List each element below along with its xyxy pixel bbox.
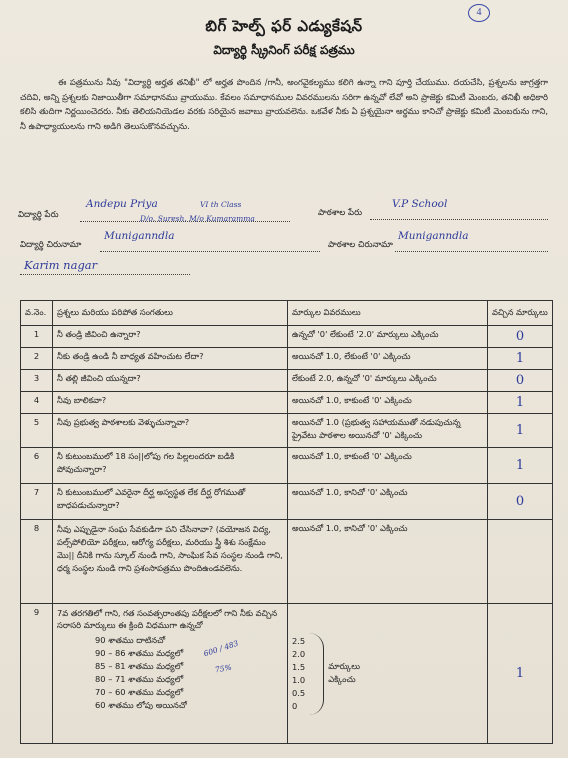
row-marks-obtained: 1 xyxy=(488,604,553,744)
page-number-mark: 4 xyxy=(468,4,490,22)
row-question: నీ కుటుంబములో ఎవరైనా దీర్ఘ అస్వస్థత లేక దీర్ఘ రోగముతో బాధపడుచున్నారా? xyxy=(53,484,288,520)
range-item: 85 – 81 శాతము మధ్యలో xyxy=(95,661,184,671)
points-item: 1.5 xyxy=(292,661,306,672)
row9-percentage-ranges xyxy=(57,634,283,712)
header-serial-no: వ.నెం. xyxy=(21,301,53,326)
student-address-label: విద్యార్థి చిరునామా xyxy=(20,240,82,250)
header-marks-details: మార్కుల వివరములు xyxy=(288,301,488,326)
points-item: 2.5 xyxy=(292,635,306,646)
points-item: 2.0 xyxy=(292,648,306,659)
row-marks-detail: అయినచో 1.0, కానిచో '0' ఎక్కించు xyxy=(288,484,488,520)
row-marks-obtained: 1 xyxy=(488,414,553,448)
row-marks-obtained: 0 xyxy=(488,326,553,348)
row-number: 5 xyxy=(21,414,53,448)
row-question: నీవు బాలికవా? xyxy=(53,392,288,414)
table-row xyxy=(21,348,553,370)
row9-points-list xyxy=(292,635,305,713)
row-question: నీవు ప్రభుత్వ పాఠశాలకు వెళ్ళుచున్నావా? xyxy=(53,414,288,448)
row-question xyxy=(53,604,288,744)
student-parent-value: D/o. Suresh, M/o Kumaramma xyxy=(140,214,255,223)
row-question: నీవు ఎప్పుడైనా సంఘ సేవకుడిగా పని చేసినావా? (వయోజన విద్య, పల్స్‌పోలియో పరీక్షలు, ఆరోగ్య పరీక్షలు, మరియు స్త్రీ శిశు సంక్షేమం మొ|| దీనికి గాను స్కూల్ నుండి గాని, సాంఘిక సేవ సంస్థల నుండి గాని, ధర్మ సంస్థల నుండి గాని ప్రశంసాపత్రము పొందిఉండవలెను. xyxy=(53,520,288,604)
row-marks-detail xyxy=(288,604,488,744)
table-row xyxy=(21,484,553,520)
handwritten-marks-note: 600 / 483 xyxy=(202,638,240,659)
screening-questions-table xyxy=(20,300,553,744)
row-marks-obtained: 0 xyxy=(488,370,553,392)
row-marks-detail: అయినచో 1.0, కానిచో '0' ఎక్కించు xyxy=(288,520,488,604)
row-marks-obtained: 1 xyxy=(488,348,553,370)
table-row xyxy=(21,520,553,604)
row-number: 7 xyxy=(21,484,53,520)
row9-question-text: 7వ తరగతిలో గాని, గత సంవత్సరాంతపు పరీక్షలలో గాని నీకు వచ్చిన సరాసరి మార్కులు ఈ క్రింది విధముగా ఉన్నచో xyxy=(57,608,278,630)
row-question: నీ కుటుంబములో 18 సం||లోపు గల పిల్లలందరూ బడికి పోవుచున్నారా? xyxy=(53,448,288,484)
table-row xyxy=(21,326,553,348)
student-address-value: Muniganndla xyxy=(104,230,175,242)
row-marks-obtained xyxy=(488,520,553,604)
row-number: 3 xyxy=(21,370,53,392)
school-name-label: పాఠశాల పేరు xyxy=(318,208,363,218)
row-marks-detail: అయినచో 1.0, కాకుంటే '0' ఎక్కించు xyxy=(288,392,488,414)
row-marks-detail: అయినచో 1.0, లేకుంటే '0' ఎక్కించు xyxy=(288,348,488,370)
student-name-value: Andepu Priya xyxy=(86,198,158,210)
row-number: 8 xyxy=(21,520,53,604)
header-marks-obtained: వచ్చిన మార్కులు xyxy=(488,301,553,326)
range-item: 70 – 60 శాతము మధ్యలో xyxy=(95,687,184,697)
row-marks-obtained: 0 xyxy=(488,484,553,520)
row-question: నీ తండ్రి జీవించి ఉన్నారా? xyxy=(53,326,288,348)
points-item: 0.5 xyxy=(292,687,306,698)
range-item: 80 – 71 శాతము మధ్యలో xyxy=(95,674,184,684)
row-number: 6 xyxy=(21,448,53,484)
form-subtitle: విద్యార్థి స్క్రీనింగ్ పరీక్ష పత్రము xyxy=(213,43,355,57)
row-number: 4 xyxy=(21,392,53,414)
row-marks-detail: ఉన్నచో '0' లేకుంటే '2.0' మార్కులు ఎక్కించు xyxy=(288,326,488,348)
student-address-value-2: Karim nagar xyxy=(24,258,98,272)
student-class-value: VI th Class xyxy=(200,200,242,209)
table-row xyxy=(21,448,553,484)
row-question: నీ తల్లి జీవించి యున్నదా? xyxy=(53,370,288,392)
handwritten-percent-note: 75% xyxy=(214,662,233,675)
row-marks-obtained: 1 xyxy=(488,392,553,414)
points-item: 1.0 xyxy=(292,674,306,685)
range-item: 90 శాతము దాటినచో xyxy=(95,635,166,645)
form-title: బిగ్ హెల్ప్ ఫర్ ఎడ్యుకేషన్ xyxy=(205,17,363,35)
row-marks-detail: లేకుంటే 2.0, ఉన్నచో '0' మార్కులు ఎక్కించు xyxy=(288,370,488,392)
range-item: 60 శాతము లోపు అయినచో xyxy=(95,700,187,710)
row9-points-label: మార్కులు ఎక్కించు xyxy=(328,660,360,684)
row-number: 9 xyxy=(21,604,53,744)
row-marks-obtained: 1 xyxy=(488,448,553,484)
table-row xyxy=(21,392,553,414)
row-number: 2 xyxy=(21,348,53,370)
row-marks-detail: అయినచో 1.0, కాకుంటే '0' ఎక్కించు xyxy=(288,448,488,484)
school-address-value: Muniganndla xyxy=(398,230,469,242)
range-item: 90 – 86 శాతము మధ్యలో xyxy=(95,648,184,658)
table-row xyxy=(21,414,553,448)
points-item: 0 xyxy=(292,700,298,711)
header-questions: ప్రశ్నలు మరియు పరిపోత సంగతులు xyxy=(53,301,288,326)
row-question: నీకు తండ్రి ఉండి నీ బాధ్యత వహించుట లేదా? xyxy=(53,348,288,370)
instructions-paragraph: ఈ పత్రమును నీవు "విద్యార్థి అర్హత తనిఖీ" లో అర్హత పొందిన /గానీ, అంగవైకల్యము కలిగి ఉన్నా గాని పూర్తి చేయుము. దయచేసి, ప్రశ్నలను జాగ్రత్తగా చదివి, అన్ని ప్రశ్నలకు నిజాయితీగా సమాధానము వ్రాయుము. కేవలం సమాధానముల వివరములను సరిగా ఉన్నవో లేవో అని ప్రాజెక్టు కమిటీ మెంబరు, తనిఖీ అధికారి కలిసి తుదిగా నిర్ణయించెదరు. నీకు తెలియనియెడల వరకు సరియైన జవాబు వ్రాయవలెను. ఒకవేళ నీకు ఏ ప్రశ్నయైనా అర్థము కానిచో ప్రాజెక్టు కమిటీ మెంబరును గాని, నీ ఉపాధ్యాయులను గాని అడిగి తెలుసుకొనవచ్చును. xyxy=(20,77,548,131)
school-address-label: పాఠశాల చిరునామా xyxy=(328,240,393,250)
table-header-row xyxy=(21,301,553,326)
row-number: 1 xyxy=(21,326,53,348)
student-name-label: విద్యార్థి పేరు xyxy=(18,210,59,220)
table-row xyxy=(21,604,553,744)
brace-icon xyxy=(309,633,324,715)
table-row xyxy=(21,370,553,392)
school-name-value: V.P School xyxy=(392,198,448,210)
row-marks-detail: అయినచో 1.0 (ప్రభుత్వ సహాయముతో నడుపుచున్న ప్రైవేటు పాఠశాల అయినచో '0' ఎక్కించు xyxy=(288,414,488,448)
